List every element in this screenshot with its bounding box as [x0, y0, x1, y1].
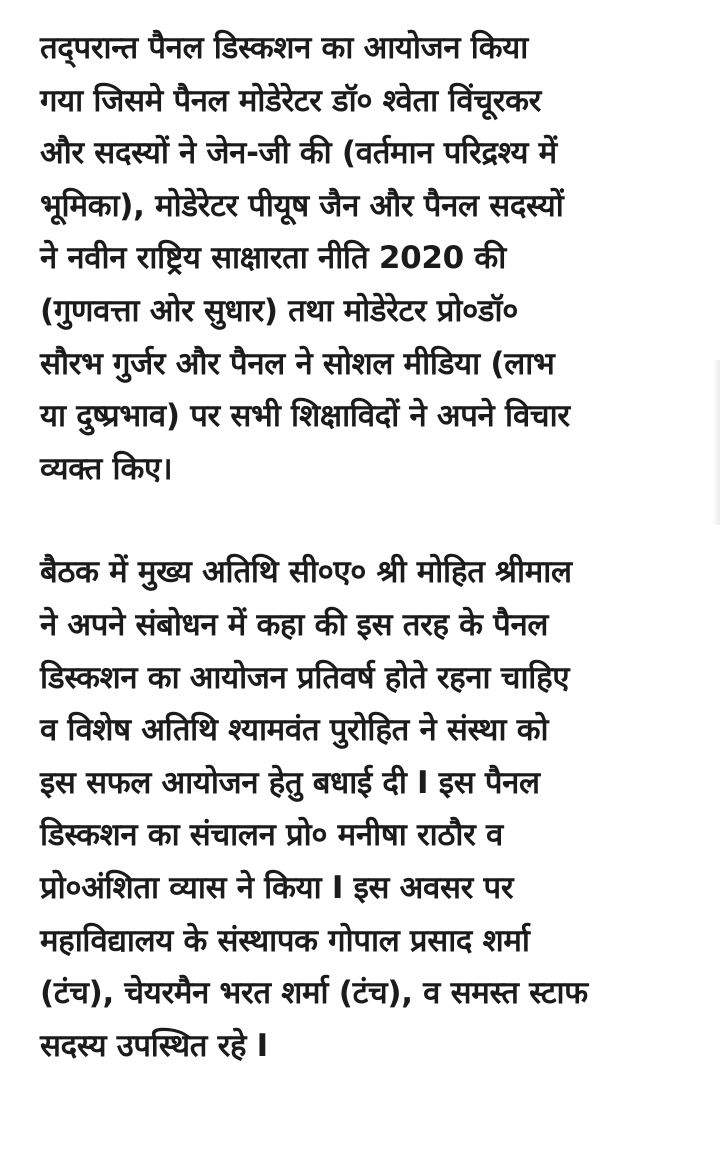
- article-body: [40, 22, 700, 1072]
- paragraph-spacer: [40, 495, 700, 546]
- text-line: (टंच), चेयरमैन भरत शर्मा (टंच), व समस्त स्टाफ: [40, 975, 588, 1012]
- text-line: व विशेष अतिथि श्यामवंत पुरोहित ने संस्था को: [40, 712, 549, 749]
- paragraph-panel-discussion: [40, 22, 700, 495]
- text-line: व्यक्त किए।: [40, 450, 173, 487]
- text-line: ने नवीन राष्ट्रिय साक्षारता नीति 2020 की: [40, 240, 506, 277]
- text-line: बैठक में मुख्य अतिथि सी०ए० श्री मोहित श्रीमाल: [40, 554, 572, 591]
- text-line: महाविद्यालय के संस्थापक गोपाल प्रसाद शर्मा: [40, 922, 530, 959]
- text-line: तद्परान्त पैनल डिस्कशन का आयोजन किया: [40, 30, 529, 66]
- text-line: और सदस्यों ने जेन-जी की (वर्तमान परिद्रश्य में: [40, 135, 557, 172]
- text-line: प्रो०अंशिता व्यास ने किया I इस अवसर पर: [40, 869, 514, 906]
- scroll-edge-shadow: [712, 360, 720, 525]
- text-line: ने अपने संबोधन में कहा की इस तरह के पैनल: [40, 606, 549, 643]
- text-line: सदस्य उपस्थित रहे I: [40, 1027, 268, 1064]
- paragraph-chief-guest: [40, 546, 700, 1072]
- text-line: गया जिसमे पैनल मोडेरेटर डॉ० श्वेता विंचूरकर: [40, 82, 541, 119]
- text-line: डिस्कशन का आयोजन प्रतिवर्ष होते रहना चाहिए: [40, 659, 570, 696]
- text-line: (गुणवत्ता ओर सुधार) तथा मोडेरेटर प्रो०डॉ०: [40, 292, 519, 329]
- text-line: इस सफल आयोजन हेतु बधाई दी I इस पैनल: [40, 764, 540, 801]
- text-line: या दुष्प्रभाव) पर सभी शिक्षाविदों ने अपने विचार: [40, 398, 570, 435]
- text-line: भूमिका), मोडेरेटर पीयूष जैन और पैनल सदस्यों: [40, 187, 564, 224]
- text-line: डिस्कशन का संचालन प्रो० मनीषा राठौर व: [40, 817, 503, 854]
- text-line: सौरभ गुर्जर और पैनल ने सोशल मीडिया (लाभ: [40, 345, 555, 382]
